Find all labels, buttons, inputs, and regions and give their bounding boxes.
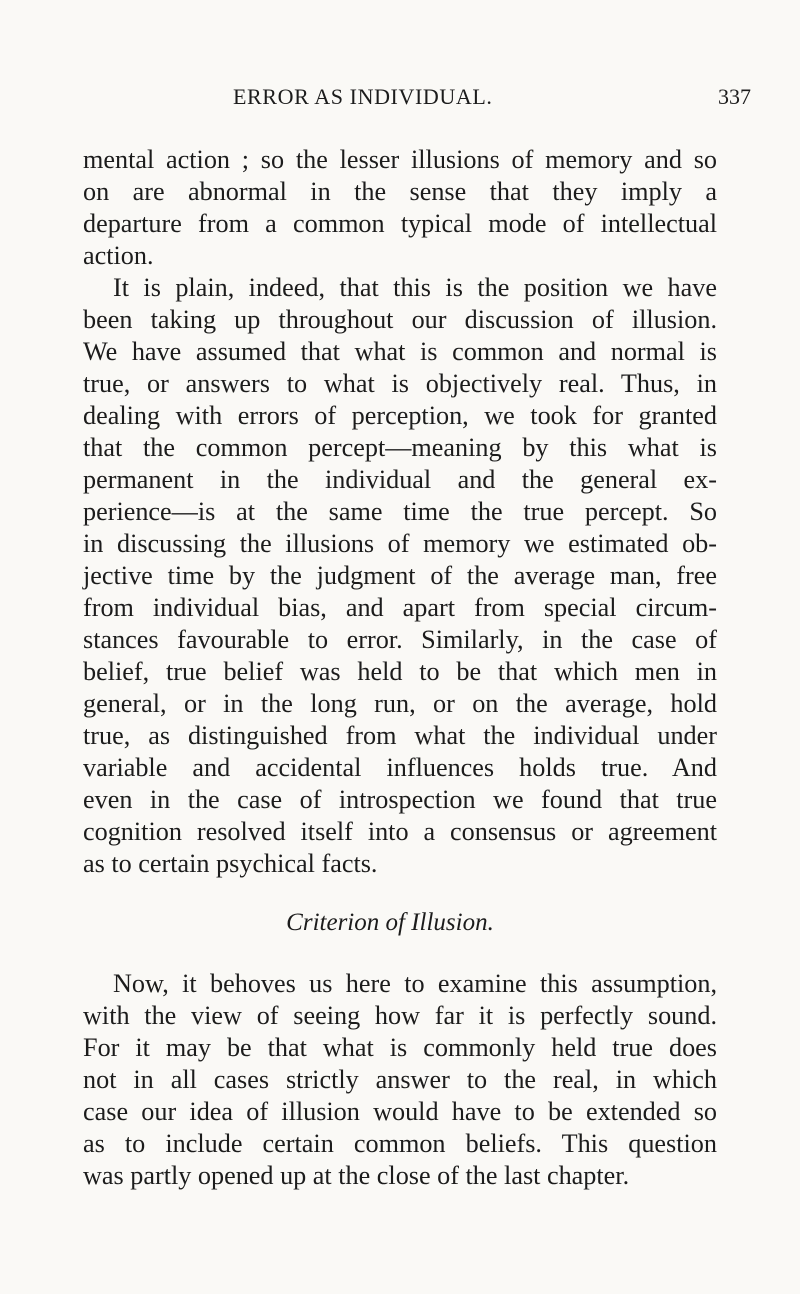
section-heading-text: Criterion of Illusion. xyxy=(286,909,494,936)
text-line: even in the case of introspection we found that true xyxy=(83,785,717,814)
text-line: perience—is at the same time the true percept. So xyxy=(83,497,717,526)
text-line: on are abnormal in the sense that they imply a xyxy=(83,177,717,206)
text-line: action. xyxy=(83,241,154,270)
text-line: mental action ; so the lesser illusions of memory and so xyxy=(83,145,717,174)
text-line: as to include certain common beliefs. This question xyxy=(83,1129,717,1158)
text-line: in discussing the illusions of memory we estimated ob- xyxy=(83,529,717,558)
text-line: variable and accidental influences holds true. And xyxy=(83,753,717,782)
text-line: belief, true belief was held to be that which men in xyxy=(83,657,717,686)
text-line: Now, it behoves us here to examine this assumption, xyxy=(113,969,717,998)
text-line: was partly opened up at the close of the last chapter. xyxy=(83,1161,630,1190)
text-line: true, or answers to what is objectively real. Thus, in xyxy=(83,369,717,398)
text-line: been taking up throughout our discussion of illusion. xyxy=(83,305,717,334)
text-line: It is plain, indeed, that this is the position we have xyxy=(113,273,717,302)
text-line: from individual bias, and apart from special circum- xyxy=(83,593,717,622)
text-line: not in all cases strictly answer to the real, in which xyxy=(83,1065,717,1094)
text-line: For it may be that what is commonly held true does xyxy=(83,1033,717,1062)
text-line: We have assumed that what is common and normal is xyxy=(83,337,717,366)
text-line: jective time by the judgment of the average man, free xyxy=(83,561,717,590)
text-line: as to certain psychical facts. xyxy=(83,849,378,878)
text-line: permanent in the individual and the general ex- xyxy=(83,465,717,494)
page-number: 337 xyxy=(718,84,751,109)
text-line: general, or in the long run, or on the average, hold xyxy=(83,689,717,718)
running-head-title: ERROR AS INDIVIDUAL. xyxy=(233,84,493,109)
text-line: case our idea of illusion would have to be extended so xyxy=(83,1097,717,1126)
text-line: dealing with errors of perception, we took for granted xyxy=(83,401,717,430)
text-line: that the common percept—meaning by this what is xyxy=(83,433,717,462)
text-line: true, as distinguished from what the individual under xyxy=(83,721,717,750)
text-line: stances favourable to error. Similarly, in the case of xyxy=(83,625,717,654)
text-line: cognition resolved itself into a consensus or agreement xyxy=(83,817,717,846)
text-line: departure from a common typical mode of intellectual xyxy=(83,209,717,238)
text-line: with the view of seeing how far it is perfectly sound. xyxy=(83,1001,717,1030)
section-heading xyxy=(0,907,800,939)
running-head xyxy=(0,84,800,114)
